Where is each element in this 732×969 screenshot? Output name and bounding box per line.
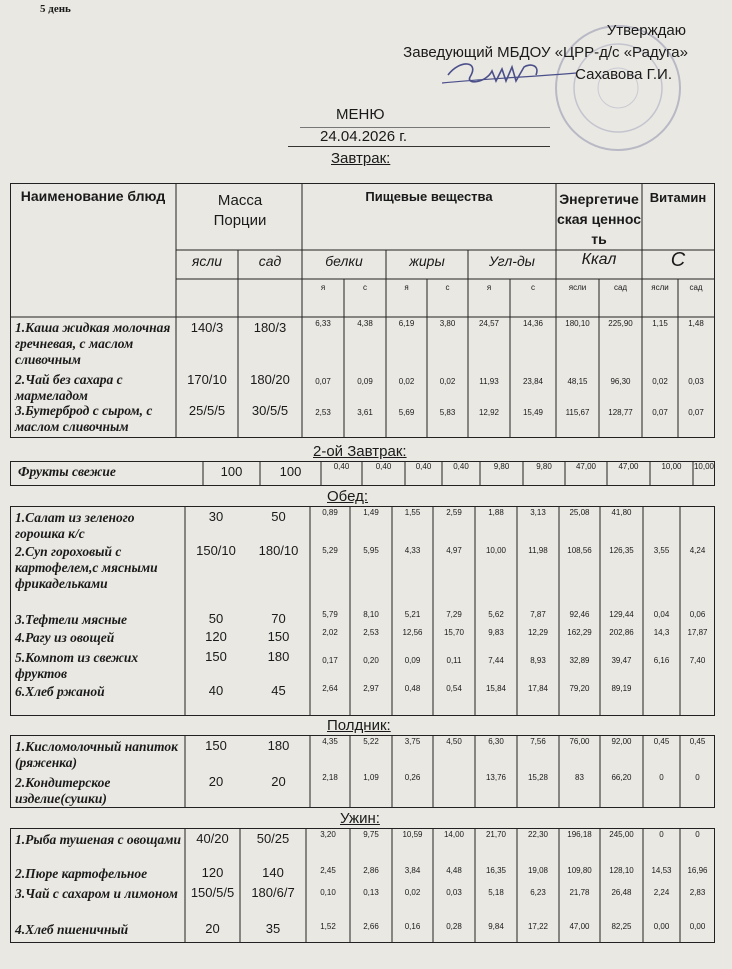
nutrient-value: 41,80 <box>611 508 632 517</box>
nutrient-value: 0,03 <box>688 377 704 386</box>
section-breakfast2: 2-ой Завтрак: <box>313 443 407 460</box>
nutrient-value: 7,29 <box>446 610 462 619</box>
nutrient-value: 92,00 <box>611 737 632 746</box>
nutrient-value: 4,35 <box>322 737 338 746</box>
nutrient-value: 15,70 <box>443 628 465 637</box>
mass-yasli: 120 <box>205 629 227 644</box>
nutrient-value: 76,00 <box>569 737 590 746</box>
nutrient-value: 66,20 <box>611 773 632 782</box>
nutrient-value: 5,62 <box>488 610 504 619</box>
nutrient-value: 0,07 <box>652 408 668 417</box>
header-zhiry: жиры <box>409 253 445 269</box>
nutrient-value: 0,04 <box>653 610 670 619</box>
nutrient-value: 11,93 <box>479 377 499 386</box>
dish-name: 2.Кондитерское изделие(сушки) <box>15 775 111 806</box>
header-nutrients: Пищевые вещества <box>365 189 493 204</box>
nutrient-value: 5,22 <box>363 737 379 746</box>
nutrient-value: 0,10 <box>320 888 336 897</box>
nutrient-value: 5,18 <box>488 888 504 897</box>
nutrient-value: 0,40 <box>415 462 432 471</box>
nutrient-value: 17,87 <box>687 628 708 637</box>
nutrient-value: 7,56 <box>530 737 546 746</box>
nutrient-value: 6,30 <box>488 737 504 746</box>
nutrient-value: 5,21 <box>404 610 421 619</box>
nutrient-value: 14,53 <box>651 866 672 875</box>
nutrient-value: 47,00 <box>575 462 597 471</box>
nutrient-value: 128,10 <box>609 866 634 875</box>
mass-yasli: 40/20 <box>196 831 229 846</box>
header-kcal-sad: сад <box>613 283 628 292</box>
header-vit-yasli: ясли <box>651 283 669 292</box>
nutrient-value: 108,56 <box>567 546 592 555</box>
section-breakfast: Завтрак: <box>331 150 391 167</box>
nutrient-value: 9,75 <box>363 830 379 839</box>
header-belki-ya: я <box>320 283 326 292</box>
nutrient-value: 3,20 <box>320 830 336 839</box>
nutrient-value: 0,00 <box>689 922 706 931</box>
header-ugl-s: с <box>531 283 535 292</box>
mass-sad: 20 <box>271 774 286 789</box>
mass-sad: 50/25 <box>256 831 290 846</box>
nutrient-value: 0,09 <box>357 377 373 386</box>
mass-yasli: 30 <box>208 509 224 524</box>
nutrient-value: 0,03 <box>446 888 462 897</box>
section-lunch: Обед: <box>327 488 369 505</box>
header-uglevody: Угл-ды <box>489 253 535 269</box>
nutrient-value: 22,30 <box>527 830 549 839</box>
mass-sad: 140 <box>262 865 284 880</box>
mass-yasli: 25/5/5 <box>188 403 226 418</box>
dish-name: 3.Тефтели мясные <box>15 612 128 627</box>
nutrient-value: 10,00 <box>485 546 507 555</box>
nutrient-value: 0,02 <box>439 377 456 386</box>
nutrient-value: 1,48 <box>688 319 704 328</box>
mass-yasli: 120 <box>201 865 224 880</box>
nutrient-value: 0,09 <box>404 656 421 665</box>
nutrient-value: 2,24 <box>653 888 670 897</box>
nutrient-value: 12,56 <box>402 628 423 637</box>
mass-sad: 50 <box>271 509 286 524</box>
nutrient-value: 0,07 <box>688 408 704 417</box>
mass-sad: 180/6/7 <box>251 885 295 900</box>
dish-name: Фрукты свежие <box>18 464 116 479</box>
dish-name: 4.Хлеб пшеничный <box>15 922 129 937</box>
header-vit-sad: сад <box>689 283 703 292</box>
mass-sad: 180 <box>267 649 290 664</box>
nutrient-value: 4,38 <box>357 319 373 328</box>
nutrient-value: 8,10 <box>363 610 379 619</box>
nutrient-value: 3,80 <box>439 319 456 328</box>
nutrient-value: 129,44 <box>609 610 634 619</box>
nutrient-value: 15,49 <box>522 408 544 417</box>
nutrient-value: 0,40 <box>333 462 350 471</box>
nutrient-value: 2,66 <box>363 922 379 931</box>
mass-sad: 180/3 <box>253 320 287 335</box>
nutrient-value: 2,64 <box>322 684 338 693</box>
divider-line <box>288 146 550 147</box>
mass-yasli: 40 <box>208 683 224 698</box>
nutrient-value: 1,15 <box>652 319 668 328</box>
nutrient-value: 15,84 <box>485 684 507 693</box>
mass-sad: 35 <box>265 921 281 936</box>
nutrient-value: 14,3 <box>653 628 670 637</box>
nutrient-value: 2,45 <box>320 866 336 875</box>
nutrient-value: 1,09 <box>363 773 379 782</box>
nutrient-value: 2,97 <box>363 684 379 693</box>
dish-name: 1.Салат из зеленого горошка к/с <box>15 510 135 541</box>
nutrient-value: 109,80 <box>567 866 592 875</box>
nutrient-value: 5,69 <box>398 408 415 417</box>
nutrient-value: 12,29 <box>527 628 549 637</box>
approval-line-1: Утверждаю <box>606 22 686 39</box>
nutrient-value: 5,29 <box>322 546 338 555</box>
mass-yasli: 20 <box>205 921 220 936</box>
nutrient-value: 0,07 <box>315 377 331 386</box>
nutrient-value: 15,28 <box>527 773 549 782</box>
nutrient-value: 0,17 <box>322 656 338 665</box>
nutrient-value: 4,24 <box>689 546 706 555</box>
nutrient-value: 0,06 <box>689 610 706 619</box>
nutrient-value: 0,00 <box>653 922 670 931</box>
mass-yasli: 100 <box>220 464 243 479</box>
nutrient-value: 10,00 <box>661 462 682 471</box>
nutrient-value: 25,08 <box>569 508 590 517</box>
nutrient-value: 10,59 <box>402 830 423 839</box>
section-snack: Полдник: <box>327 717 391 734</box>
mass-yasli: 150 <box>205 649 227 664</box>
nutrient-value: 3,55 <box>653 546 670 555</box>
header-zhiry-s: с <box>445 283 450 292</box>
mass-sad: 30/5/5 <box>251 403 289 418</box>
nutrient-value: 17,22 <box>527 922 549 931</box>
nutrient-value: 1,88 <box>488 508 504 517</box>
mass-yasli: 170/10 <box>187 372 227 387</box>
nutrient-value: 82,25 <box>611 922 632 931</box>
nutrient-value: 3,61 <box>357 408 373 417</box>
mass-sad: 100 <box>279 464 302 479</box>
nutrient-value: 202,86 <box>609 628 634 637</box>
nutrient-value: 6,19 <box>398 319 415 328</box>
nutrient-value: 4,48 <box>446 866 462 875</box>
nutrient-value: 21,78 <box>569 888 590 897</box>
breakfast2-table <box>10 461 715 486</box>
nutrient-value: 245,00 <box>609 830 634 839</box>
nutrient-value: 0,45 <box>653 737 670 746</box>
nutrient-value: 6,16 <box>653 656 670 665</box>
menu-date: 24.04.2026 г. <box>320 128 408 145</box>
breakfast-table <box>10 183 715 438</box>
nutrient-value: 0,40 <box>375 462 392 471</box>
snack-table <box>10 735 715 808</box>
nutrient-value: 3,13 <box>530 508 546 517</box>
nutrient-value: 1,55 <box>404 508 421 517</box>
nutrient-value: 0,02 <box>398 377 415 386</box>
nutrient-value: 3,75 <box>404 737 421 746</box>
nutrient-value: 9,84 <box>488 922 504 931</box>
nutrient-value: 0 <box>695 830 700 839</box>
header-kcal-yasli: ясли <box>568 283 587 292</box>
nutrient-value: 0,89 <box>322 508 338 517</box>
nutrient-value: 4,50 <box>446 737 462 746</box>
nutrient-value: 162,29 <box>567 628 592 637</box>
header-belki: белки <box>325 253 363 269</box>
nutrient-value: 2,59 <box>446 508 462 517</box>
nutrient-value: 1,49 <box>363 508 379 517</box>
mass-sad: 45 <box>271 683 286 698</box>
nutrient-value: 115,67 <box>565 408 590 417</box>
header-yasli: ясли <box>191 253 223 269</box>
nutrient-value: 26,48 <box>611 888 632 897</box>
nutrient-value: 2,18 <box>322 773 338 782</box>
nutrient-value: 9,83 <box>488 628 504 637</box>
header-energy: Энергетическая ценность <box>556 191 642 247</box>
nutrient-value: 12,92 <box>478 408 500 417</box>
nutrient-value: 9,80 <box>536 462 552 471</box>
nutrient-value: 1,52 <box>320 922 336 931</box>
nutrient-value: 7,44 <box>488 656 504 665</box>
nutrient-value: 48,15 <box>567 377 588 386</box>
nutrient-value: 7,40 <box>689 656 706 665</box>
nutrient-value: 16,96 <box>687 866 708 875</box>
menu-title: МЕНЮ <box>336 106 385 123</box>
nutrient-value: 83 <box>575 773 584 782</box>
approval-line-3: Сахавова Г.И. <box>575 66 672 83</box>
header-sad: сад <box>258 253 282 269</box>
nutrient-value: 0,28 <box>446 922 462 931</box>
dish-name: 3.Чай с сахаром и лимоном <box>15 886 178 901</box>
day-label: 5 день <box>40 3 71 15</box>
nutrient-value: 5,83 <box>439 408 456 417</box>
mass-yasli: 150/10 <box>196 543 236 558</box>
nutrient-value: 0 <box>659 830 664 839</box>
nutrient-value: 0,40 <box>453 462 469 471</box>
nutrient-value: 23,84 <box>522 377 544 386</box>
header-dish-name: Наименование блюд <box>20 188 166 204</box>
nutrient-value: 92,46 <box>569 610 590 619</box>
nutrient-value: 47,00 <box>569 922 590 931</box>
mass-sad: 70 <box>271 611 286 626</box>
mass-sad: 180 <box>267 738 290 753</box>
nutrient-value: 0,16 <box>404 922 421 931</box>
mass-yasli: 20 <box>208 774 224 789</box>
nutrient-value: 2,02 <box>322 628 338 637</box>
mass-yasli: 150 <box>205 738 227 753</box>
nutrient-value: 9,80 <box>493 462 510 471</box>
nutrient-value: 14,36 <box>522 319 544 328</box>
nutrient-value: 0,11 <box>446 656 462 665</box>
nutrient-value: 39,47 <box>611 656 632 665</box>
dish-name: 1.Рыба тушеная с овощами <box>15 832 182 847</box>
dish-name: 4.Рагу из овощей <box>15 630 115 645</box>
nutrient-value: 0,13 <box>363 888 379 897</box>
nutrient-value: 2,86 <box>363 866 379 875</box>
dish-name: 2.Пюре картофельное <box>15 866 148 881</box>
dish-name: 2.Суп гороховый с картофелем,с мясными фрикадельками <box>15 544 158 591</box>
nutrient-value: 180,10 <box>565 319 590 328</box>
nutrient-value: 4,97 <box>446 546 462 555</box>
nutrient-value: 196,18 <box>567 830 592 839</box>
dish-name: 1.Каша жидкая молочная гречневая, с маслом сливочным <box>15 320 171 367</box>
header-mass: Масса Порции <box>213 192 267 229</box>
dish-name: 2.Чай без сахара с мармеладом <box>15 372 123 403</box>
lunch-table <box>10 506 715 716</box>
nutrient-value: 0,26 <box>404 773 421 782</box>
mass-sad: 150 <box>267 629 290 644</box>
nutrient-value: 0,48 <box>404 684 421 693</box>
nutrient-value: 32,89 <box>569 656 590 665</box>
nutrient-value: 3,84 <box>404 866 421 875</box>
header-vitamin: Витамин <box>649 190 707 205</box>
header-vit-c: С <box>670 249 686 271</box>
nutrient-value: 13,76 <box>485 773 507 782</box>
nutrient-value: 10,00 <box>693 462 715 471</box>
nutrient-value: 2,83 <box>689 888 706 897</box>
nutrient-value: 5,95 <box>363 546 379 555</box>
mass-yasli: 150/5/5 <box>190 885 235 900</box>
nutrient-value: 21,70 <box>485 830 507 839</box>
nutrient-value: 16,35 <box>485 866 507 875</box>
header-belki-s: с <box>363 283 367 292</box>
nutrient-value: 0,02 <box>404 888 421 897</box>
nutrient-value: 4,33 <box>404 546 421 555</box>
nutrient-value: 7,87 <box>530 610 546 619</box>
nutrient-value: 6,33 <box>315 319 331 328</box>
nutrient-value: 24,57 <box>478 319 500 328</box>
nutrient-value: 128,77 <box>608 408 633 417</box>
nutrient-value: 225,90 <box>608 319 633 328</box>
nutrient-value: 0,45 <box>689 737 706 746</box>
nutrient-value: 0 <box>695 773 700 782</box>
header-ugl-ya: я <box>486 283 492 292</box>
nutrient-value: 11,98 <box>528 546 548 555</box>
dinner-table <box>10 828 715 943</box>
header-zhiry-ya: я <box>404 283 409 292</box>
nutrient-value: 89,19 <box>611 684 632 693</box>
nutrient-value: 19,08 <box>527 866 549 875</box>
nutrient-value: 0,54 <box>446 684 462 693</box>
mass-sad: 180/10 <box>258 543 299 558</box>
mass-yasli: 50 <box>208 611 224 626</box>
nutrient-value: 6,23 <box>530 888 546 897</box>
nutrient-value: 126,35 <box>609 546 634 555</box>
nutrient-value: 14,00 <box>443 830 465 839</box>
nutrient-value: 2,53 <box>315 408 331 417</box>
nutrient-value: 0 <box>659 773 664 782</box>
mass-yasli: 140/3 <box>190 320 224 335</box>
dish-name: 1.Кисломолочный напиток (ряженка) <box>15 739 178 770</box>
nutrient-value: 17,84 <box>527 684 549 693</box>
dish-name: 5.Компот из свежих фруктов <box>15 650 139 681</box>
nutrient-value: 96,30 <box>610 377 631 386</box>
mass-sad: 180/20 <box>250 372 290 387</box>
nutrient-value: 5,79 <box>322 610 338 619</box>
dish-name: 6.Хлеб ржаной <box>15 684 105 699</box>
nutrient-value: 79,20 <box>569 684 590 693</box>
signature <box>440 55 580 91</box>
nutrient-value: 2,53 <box>363 628 379 637</box>
nutrient-value: 0,02 <box>652 377 668 386</box>
nutrient-value: 47,00 <box>618 462 639 471</box>
section-dinner: Ужин: <box>340 810 380 827</box>
dish-name: 3.Бутерброд с сыром, с маслом сливочным <box>15 403 153 434</box>
nutrient-value: 8,93 <box>530 656 546 665</box>
nutrient-value: 0,20 <box>363 656 379 665</box>
header-kcal: Ккал <box>581 251 617 268</box>
approval-line-2: Заведующий МБДОУ «ЦРР-д/с «Радуга» <box>403 44 688 61</box>
